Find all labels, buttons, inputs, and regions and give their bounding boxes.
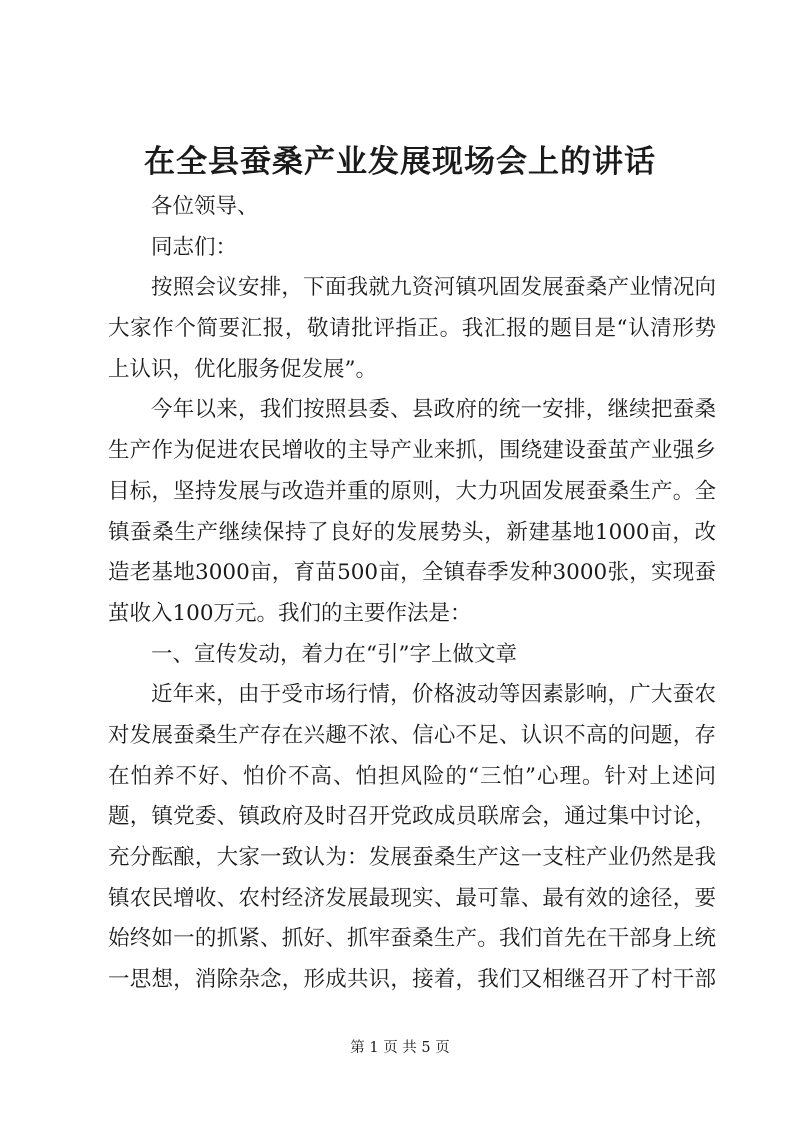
text-line: 按照会议安排，下面我就九资河镇巩固发展蚕桑产业情况向 [151, 275, 716, 301]
text-line: 镇蚕桑生产继续保持了良好的发展势头，新建基地1000亩，改 [108, 519, 716, 545]
text-line: 同志们： [151, 234, 238, 260]
document-body [108, 187, 716, 1001]
text-line: 在怕养不好、怕价不高、怕担风险的“三怕”心理。针对上述问 [108, 763, 716, 789]
text-line: 大家作个简要汇报，敬请批评指正。我汇报的题目是“认清形势 [108, 316, 716, 342]
text-line: 造老基地3000亩，育苗500亩，全镇春季发种3000张，实现蚕 [108, 560, 716, 586]
text-line: 各位领导、 [151, 194, 259, 219]
text-line: 充分酝酿，大家一致认为：发展蚕桑生产这一支柱产业仍然是我 [108, 845, 716, 870]
text-line: 对发展蚕桑生产存在兴趣不浓、信心不足、认识不高的问题，存 [108, 722, 716, 748]
text-line: 始终如一的抓紧、抓好、抓牢蚕桑生产。我们首先在干部身上统 [108, 926, 716, 952]
document-title: 在全县蚕桑产业发展现场会上的讲话 [144, 144, 656, 180]
page-number: 第 1 页 共 5 页 [350, 1040, 450, 1056]
text-line: 今年以来，我们按照县委、县政府的统一安排，继续把蚕桑 [151, 397, 716, 423]
text-line: 近年来，由于受市场行情，价格波动等因素影响，广大蚕农 [151, 682, 716, 708]
text-line: 镇农民增收、农村经济发展最现实、最可靠、最有效的途径，要 [108, 885, 716, 911]
text-line: 一思想，消除杂念，形成共识，接着，我们又相继召开了村干部 [108, 967, 716, 993]
text-line: 茧收入100万元。我们的主要作法是： [108, 600, 472, 626]
text-line: 题，镇党委、镇政府及时召开党政成员联席会，通过集中讨论， [108, 804, 716, 830]
text-line: 一、宣传发动，着力在“引”字上做文章 [151, 641, 517, 667]
text-line: 生产作为促进农民增收的主导产业来抓，围绕建设蚕茧产业强乡 [108, 438, 716, 464]
text-line: 目标，坚持发展与改造并重的原则，大力巩固发展蚕桑生产。全 [108, 478, 716, 504]
text-line: 上认识，优化服务促发展”。 [108, 356, 377, 382]
